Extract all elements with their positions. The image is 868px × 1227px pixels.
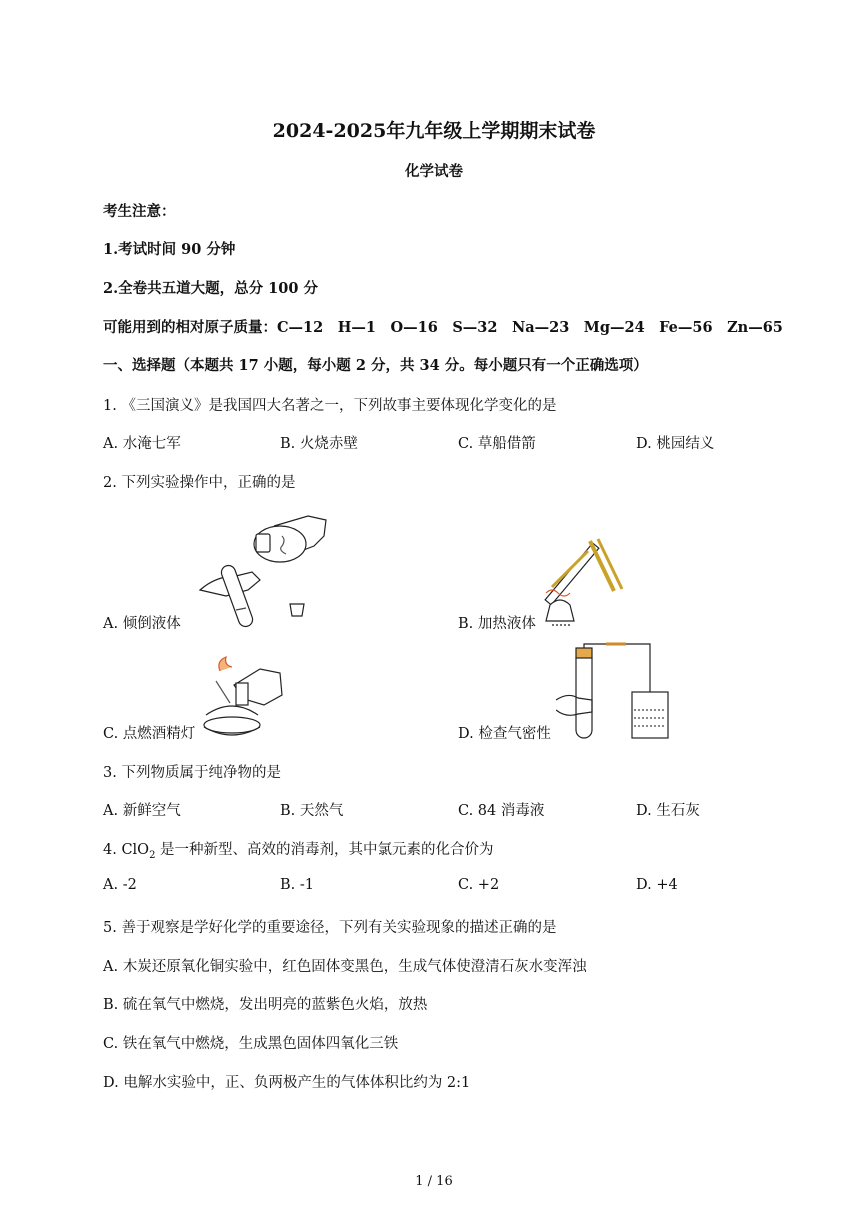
q3-option-a: A. 新鲜空气: [103, 803, 181, 819]
q5-option-d: D. 电解水实验中，正、负两极产生的气体体积比约为 2:1: [103, 1075, 471, 1091]
notice-item-time: 1.考试时间 90 分钟: [103, 241, 236, 258]
q3-option-d: D. 生石灰: [636, 803, 700, 819]
q4-option-d: D. +4: [636, 877, 678, 893]
q4-option-a: A. -2: [103, 877, 137, 893]
question-4-stem: [103, 838, 494, 861]
question-2-stem: 2. 下列实验操作中，正确的是: [103, 475, 296, 491]
q4-stem-prefix: 4. ClO: [103, 842, 150, 858]
notice-item-score: 2.全卷共五道大题，总分 100 分: [103, 280, 318, 297]
q2-option-c: C. 点燃酒精灯: [103, 726, 196, 742]
section-heading: 一、选择题（本题共 17 小题，每小题 2 分，共 34 分。每小题只有一个正确选项）: [103, 357, 648, 374]
q3-option-c: C. 84 消毒液: [458, 803, 545, 819]
page-title: 2024-2025年九年级上学期期末试卷: [272, 120, 596, 142]
question-5-stem: 5. 善于观察是学好化学的重要途径，下列有关实验现象的描述正确的是: [103, 920, 557, 936]
q5-option-b: B. 硫在氧气中燃烧，发出明亮的蓝紫色火焰，放热: [103, 997, 428, 1013]
page-number: 1 / 16: [415, 1174, 453, 1189]
q1-option-b: B. 火烧赤壁: [280, 436, 358, 452]
question-1-stem: 1. 《三国演义》是我国四大名著之一，下列故事主要体现化学变化的是: [103, 398, 557, 414]
q5-option-a: A. 木炭还原氧化铜实验中，红色固体变黑色，生成气体使澄清石灰水变浑浊: [103, 959, 587, 975]
notice-heading: 考生注意：: [103, 203, 176, 220]
atomic-masses: 可能用到的相对原子质量：C—12 H—1 O—16 S—32 Na—23 Mg—24 Fe—56 Zn—65: [103, 319, 783, 336]
q4-stem-suffix: 是一种新型、高效的消毒剂，其中氯元素的化合价为: [155, 842, 494, 858]
q1-option-c: C. 草船借箭: [458, 436, 536, 452]
q4-stem-subscript: 2: [149, 849, 156, 861]
q3-option-b: B. 天然气: [280, 803, 344, 819]
heating-liquid-figure: [538, 533, 634, 631]
q1-option-a: A. 水淹七军: [103, 436, 181, 452]
question-3-stem: 3. 下列物质属于纯净物的是: [103, 765, 281, 781]
q2-option-b: B. 加热液体: [458, 616, 536, 632]
q2-option-d: D. 检查气密性: [458, 726, 551, 742]
q5-option-c: C. 铁在氧气中燃烧，生成黑色固体四氧化三铁: [103, 1036, 399, 1052]
q1-option-d: D. 桃园结义: [636, 436, 715, 452]
page-subtitle: 化学试卷: [405, 163, 463, 180]
alcohol-lamp-figure: [200, 655, 286, 741]
q4-option-c: C. +2: [458, 877, 500, 893]
q4-option-b: B. -1: [280, 877, 314, 893]
pouring-liquid-figure: [196, 506, 336, 631]
airtightness-figure: [556, 640, 676, 740]
q2-option-a: A. 倾倒液体: [103, 616, 181, 632]
